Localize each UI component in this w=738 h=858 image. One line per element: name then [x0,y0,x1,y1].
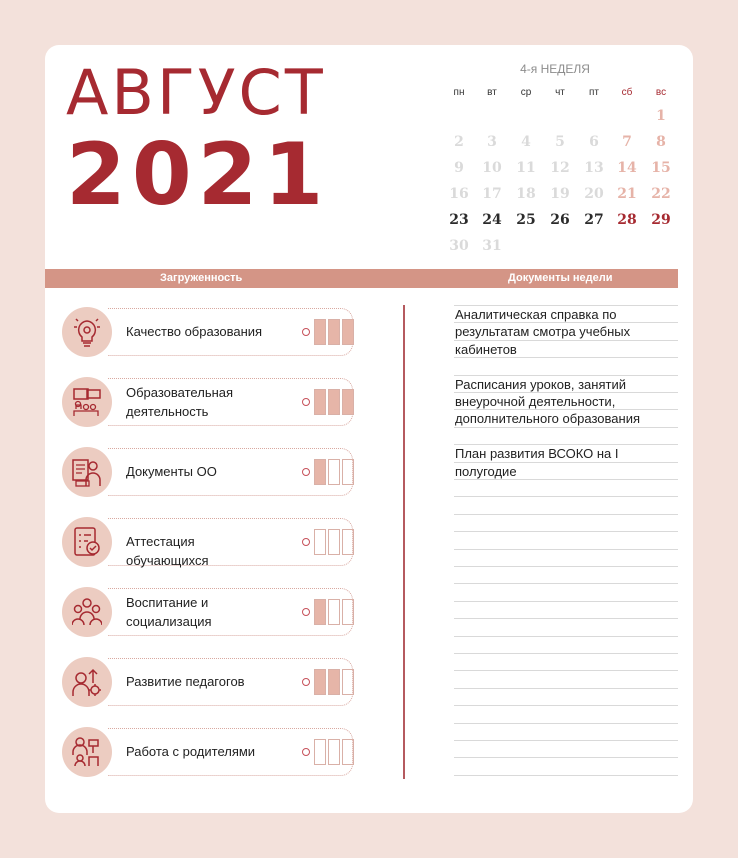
workload-item[interactable] [62,657,362,707]
teacher-growth-icon [62,657,112,707]
load-indicator-bar [314,739,326,765]
calendar-day[interactable]: 7 [622,134,632,150]
connector-dot [302,748,310,756]
ruled-line [454,583,678,584]
ruled-line [454,636,678,637]
workload-item[interactable] [62,727,362,777]
column-divider [403,305,405,779]
ruled-line [454,775,678,776]
workload-label: Образовательная деятельность [126,385,234,419]
ruled-line [454,688,678,689]
calendar-day[interactable]: 17 [482,186,502,202]
load-indicator-bar [342,459,354,485]
connector-dot [302,398,310,406]
workload-label: Аттестация обучающихся [126,534,209,568]
connector-dot [302,608,310,616]
calendar-day[interactable]: 23 [449,212,469,228]
ruled-line [454,705,678,706]
calendar-day[interactable]: 27 [584,212,604,228]
calendar-day[interactable]: 16 [449,186,469,202]
workload-label: Воспитание и социализация [126,595,212,629]
load-indicator-bar [328,739,340,765]
workload-label: Документы ОО [126,464,217,479]
calendar-day[interactable]: 1 [656,108,666,124]
calendar-day[interactable]: 25 [516,212,536,228]
ruled-line [454,566,678,567]
document-item[interactable]: Аналитическая справка по результатам смотра учебных кабинетов [455,307,631,357]
load-indicator-bar [342,389,354,415]
calendar-day[interactable]: 24 [482,212,502,228]
ruled-line [454,601,678,602]
calendar-day[interactable]: 2 [454,134,464,150]
workload-heading: Загруженность [160,272,243,284]
load-indicator-bar [342,599,354,625]
calendar-day[interactable]: 14 [617,160,637,176]
workload-label: Развитие педагогов [126,674,245,689]
load-indicator-bar [314,599,326,625]
calendar-day[interactable]: 19 [550,186,570,202]
ruled-line [454,740,678,741]
weekday-2: ср [520,87,532,98]
load-indicator-bar [342,739,354,765]
weekday-1: вт [487,87,497,98]
calendar-day[interactable]: 13 [584,160,604,176]
calendar-day[interactable]: 21 [617,186,637,202]
workload-item[interactable] [62,517,362,567]
calendar-day[interactable]: 26 [550,212,570,228]
calendar-day[interactable]: 31 [482,238,502,254]
calendar-day[interactable]: 18 [516,186,536,202]
load-indicator-bar [314,669,326,695]
load-indicator-bar [328,459,340,485]
calendar-day[interactable]: 4 [521,134,531,150]
ruled-line [454,723,678,724]
weekday-0: пн [453,87,465,98]
load-indicator-bar [328,529,340,555]
ruled-line [454,757,678,758]
ruled-line [454,514,678,515]
documents-person-icon [62,447,112,497]
group-people-icon [62,587,112,637]
weekday-4: пт [589,87,599,98]
ruled-line [454,549,678,550]
load-indicator-bar [328,599,340,625]
weekday-3: чт [555,87,565,98]
workload-label: Качество образования [126,324,263,339]
weekday-5: сб [621,87,633,98]
lightbulb-gear-icon [62,307,112,357]
calendar-day[interactable]: 11 [516,160,536,176]
calendar-day[interactable]: 12 [550,160,570,176]
calendar-day[interactable]: 29 [651,212,671,228]
weekday-6: вс [655,87,667,98]
checklist-icon [62,517,112,567]
workload-item[interactable] [62,447,362,497]
load-indicator-bar [342,669,354,695]
document-item[interactable]: Расписания уроков, занятий внеурочной деятельности, дополнительного образования [455,376,641,427]
calendar-day[interactable]: 28 [617,212,637,228]
parent-child-icon [62,727,112,777]
load-indicator-bar [328,319,340,345]
calendar-day[interactable]: 6 [589,134,599,150]
connector-dot [302,678,310,686]
year-title: 2021 [66,125,330,225]
documents-heading: Документы недели [508,272,613,284]
ruled-line [454,670,678,671]
load-indicator-bar [314,389,326,415]
load-indicator-bar [328,669,340,695]
ruled-line [454,531,678,532]
month-title: АВГУСТ [66,56,326,129]
ruled-line [454,496,678,497]
load-indicator-bar [342,319,354,345]
connector-dot [302,328,310,336]
ruled-line [454,653,678,654]
calendar-day[interactable]: 5 [555,134,565,150]
calendar-day[interactable]: 15 [651,160,671,176]
calendar-day[interactable]: 10 [482,160,502,176]
document-item[interactable]: План развития ВСОКО на I полугодие [455,446,619,479]
calendar-day[interactable]: 20 [584,186,604,202]
load-indicator-bar [328,389,340,415]
load-indicator-bar [314,319,326,345]
section-header-bar [45,269,678,288]
teacher-classroom-icon [62,377,112,427]
calendar-day[interactable]: 9 [454,160,464,176]
calendar-day[interactable]: 30 [449,238,469,254]
load-indicator-bar [342,529,354,555]
workload-item[interactable] [62,307,362,357]
calendar-day[interactable]: 22 [651,186,671,202]
calendar-day[interactable]: 3 [487,134,497,150]
connector-dot [302,468,310,476]
week-title: 4-я НЕДЕЛЯ [520,62,590,76]
ruled-line [454,618,678,619]
workload-item[interactable] [62,587,362,637]
load-indicator-bar [314,459,326,485]
workload-label: Работа с родителями [126,744,256,759]
load-indicator-bar [314,529,326,555]
workload-item[interactable] [62,377,362,427]
calendar-day[interactable]: 8 [656,134,666,150]
connector-dot [302,538,310,546]
